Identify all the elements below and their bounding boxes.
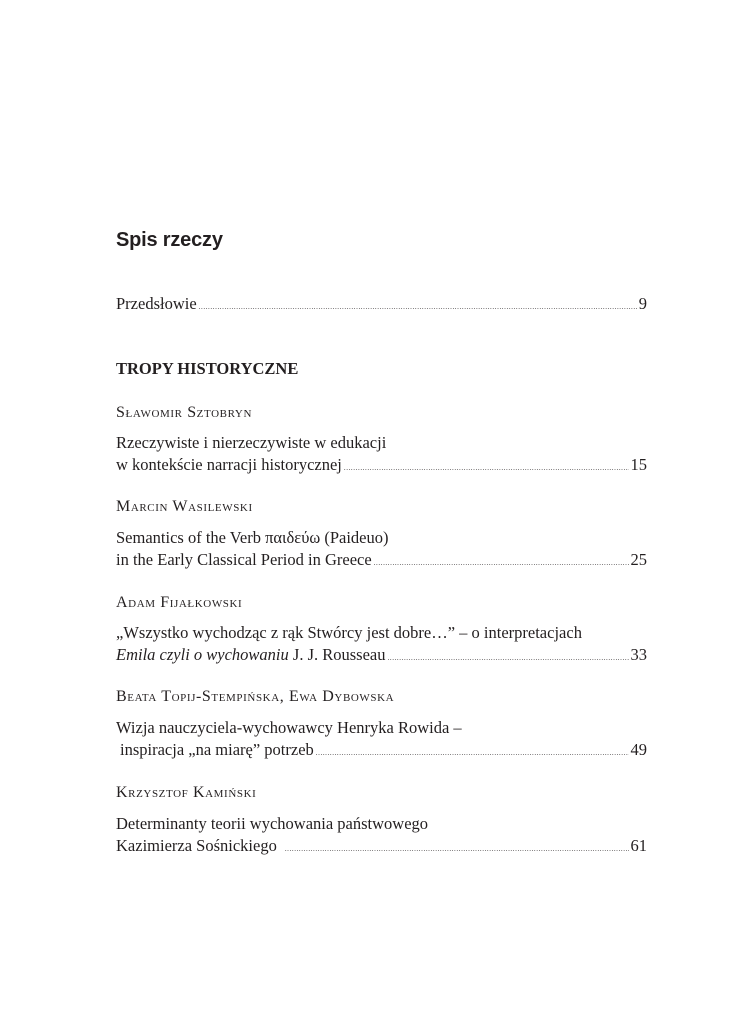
toc-author: Marcin Wasilewski: [116, 498, 253, 515]
toc-preface: [116, 293, 647, 318]
toc-entry: [116, 739, 647, 764]
book-author: J. J. Rousseau: [288, 645, 386, 664]
toc-entry-page: 33: [630, 645, 647, 664]
toc-entry-title: Semantics of the Verb παιδεύω (Paideuo): [116, 528, 389, 547]
toc-entry-title: Determinanty teorii wychowania państwowego: [116, 814, 429, 833]
toc-entry-title-cont: Kazimierza Sośnickiego: [116, 836, 277, 855]
toc-preface-label: Przedsłowie: [116, 294, 197, 313]
toc-entry: [116, 835, 647, 860]
dot-leader: [344, 457, 629, 479]
toc-author: Beata Topij-Stempińska, Ewa Dybowska: [116, 688, 395, 705]
toc-entry: [116, 549, 647, 574]
page-title: Spis rzeczy: [116, 229, 223, 251]
toc-entry-page: 15: [630, 455, 647, 474]
dot-leader: [285, 838, 629, 860]
dot-leader: [374, 552, 629, 574]
toc-entry-title-cont: [116, 644, 386, 666]
toc-entry-title-cont: w kontekście narracji historycznej: [116, 455, 342, 474]
dot-leader: [199, 296, 637, 318]
toc-entry-page: 61: [630, 836, 647, 855]
toc-entry-title: Wizja nauczyciela-wychowawcy Henryka Rowida –: [116, 718, 462, 737]
toc-entry-title-cont: in the Early Classical Period in Greece: [116, 550, 372, 569]
dot-leader: [316, 742, 629, 764]
dot-leader: [388, 647, 629, 669]
toc-entry-title-cont: inspiracja „na miarę” potrzeb: [120, 740, 314, 759]
toc-entry-page: 25: [630, 550, 647, 569]
toc-entry: [116, 454, 647, 479]
book-title-italic: Emila czyli o wychowaniu: [116, 645, 289, 664]
toc-author: Krzysztof Kamiński: [116, 784, 257, 801]
section-heading: TROPY HISTORYCZNE: [116, 359, 299, 378]
toc-author: Sławomir Sztobryn: [116, 404, 253, 421]
toc-entry-page: 49: [630, 740, 647, 759]
toc-preface-page: 9: [638, 294, 647, 313]
toc-entry: [116, 644, 647, 669]
toc-author: Adam Fijałkowski: [116, 594, 243, 611]
toc-entry-title: „Wszystko wychodząc z rąk Stwórcy jest dobre…” – o interpretacjach: [116, 623, 582, 642]
toc-entry-title: Rzeczywiste i nierzeczywiste w edukacji: [116, 433, 387, 452]
